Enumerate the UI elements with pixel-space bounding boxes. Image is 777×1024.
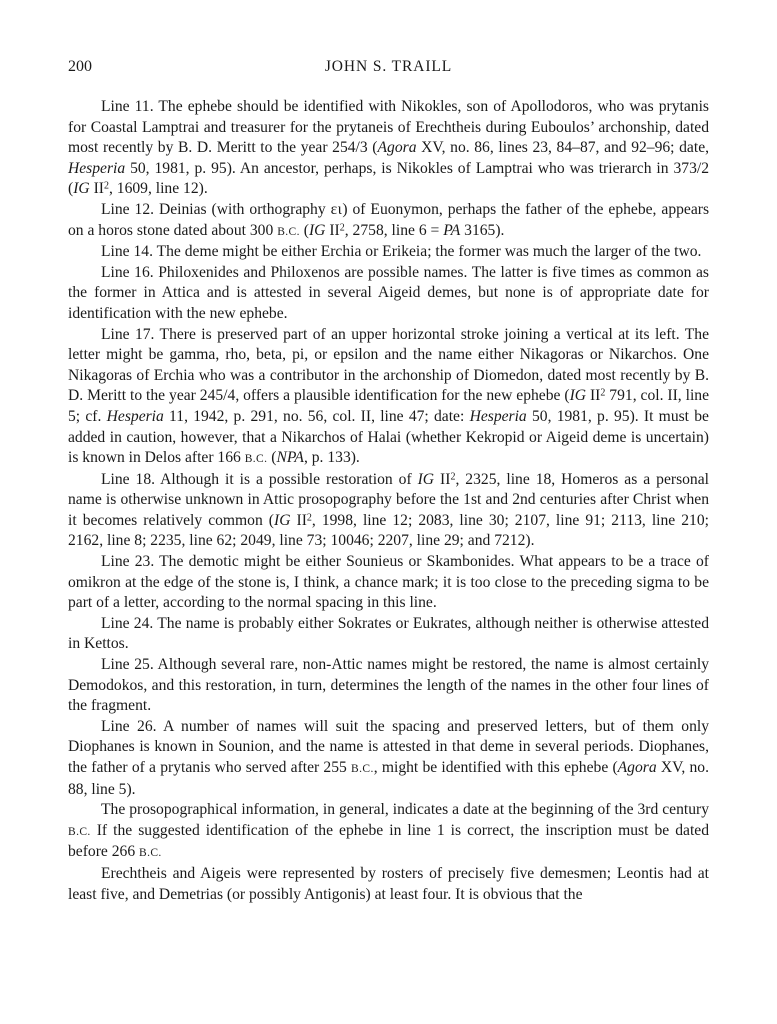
body-text	[68, 97, 709, 905]
text-run: Line 12. Deinias (with orthography	[101, 200, 331, 218]
superscript: 2	[306, 512, 312, 524]
italic-run: IG	[308, 221, 326, 239]
paragraph-line-23	[68, 552, 709, 614]
text-run: II	[586, 387, 601, 405]
paragraph-line-16	[68, 263, 709, 325]
small-caps-run: B.C.	[68, 825, 91, 838]
text-run: Line 24. The name is probably either Sokrates or Eukrates, although neither is otherwise attested in Kettos.	[68, 614, 709, 653]
text-run: (	[299, 221, 309, 239]
text-run: Erechtheis and Aigeis were represented by rosters of precisely five demesmen; Leontis had at least five, and Demetrias (or possibly Antigonis) at least four. It is obvious that the	[68, 864, 709, 903]
italic-run: Hesperia	[68, 159, 126, 177]
text-run: The prosopographical information, in general, indicates a date at the beginning of the 3rd century	[101, 801, 709, 819]
text-run: Line 18. Although it is a possible restoration of	[101, 470, 418, 488]
text-run: Line 16. Philoxenides and Philoxenos are possible names. The latter is five times as common as the former in Attica and is attested in several Aigeid demes, but none is of appropriate date for identification with the new ephebe.	[68, 263, 709, 322]
text-run: If the suggested identification of the ephebe in line 1 is correct, the inscription must be dated before 266	[68, 821, 709, 861]
small-caps-run: B.C.	[351, 763, 374, 775]
text-run: 50, 1981, p. 95). An ancestor, perhaps, is Nikokles of Lamptrai who was trierarch in 373/2 (	[68, 159, 709, 198]
italic-run: Agora	[617, 759, 657, 776]
superscript: 2	[450, 471, 456, 483]
text-run: Line 11. The ephebe should be identified with Nikokles, son of Apollodoros, who was prytanis for Coastal Lamptrai and treasurer for the prytaneis of Erechtheis during Euboulos’ archonship, dated most recently by B. D. Meritt to the year 254/3 (	[68, 98, 709, 157]
italic-run: IG	[417, 470, 435, 488]
paragraph-prosopography	[68, 800, 709, 864]
running-head: JOHN S. TRAILL	[324, 58, 453, 75]
italic-run: PA	[443, 221, 461, 239]
text-run: ) of Euonymon, perhaps the father of the ephebe, appears on a horos stone dated about 300	[68, 200, 710, 239]
italic-run: IG	[569, 387, 587, 405]
superscript: 2	[103, 180, 109, 192]
text-run: 791, col. II, line 5; cf.	[68, 387, 709, 425]
text-run: 3165).	[460, 221, 505, 239]
text-run: II	[434, 470, 451, 488]
text-run: (	[267, 449, 277, 467]
italic-run: Agora	[377, 139, 417, 157]
italic-run: IG	[274, 511, 291, 529]
small-caps-run: B.C.	[139, 847, 162, 860]
page-number: 200	[68, 58, 92, 75]
paragraph-line-17	[68, 325, 709, 470]
text-run: , p. 133).	[303, 449, 360, 467]
paragraph-line-24	[68, 614, 709, 655]
italic-run: NPA	[276, 449, 304, 467]
paragraph-line-11	[68, 97, 709, 200]
text-run: Line 17. There is preserved part of an upper horizontal stroke joining a vertical at its left. The letter might be gamma, rho, beta, pi, or epsilon and the name either Nikagoras or Nikarchos. One Nikagoras of Erchia who was a contributor in the archonship of Diomedon, dated most recently by B. D. Meritt to the year 245/4, offers a plausible identification for the new ephebe (	[68, 325, 709, 405]
text-run: II	[325, 221, 340, 239]
paragraph-rosters	[68, 864, 709, 905]
small-caps-run: B.C.	[244, 453, 268, 466]
paragraph-line-26	[68, 717, 709, 800]
paragraph-line-12	[68, 200, 709, 242]
text-run: , 1609, line 12).	[108, 180, 208, 198]
paragraph-line-14	[68, 242, 709, 263]
text-run: XV, no. 88, line 5).	[68, 759, 709, 798]
text-run: 11, 1942, p. 291, no. 56, col. II, line 47; date:	[163, 407, 470, 425]
italic-run: Hesperia	[469, 407, 527, 425]
text-run: 50, 1981, p. 95). It must be added in caution, however, that a Nikarchos of Halai (whether Kekropid or Aigeid deme is uncertain) is known in Delos after 166	[68, 407, 709, 467]
text-run: Line 14. The deme might be either Erchia or Erikeia; the former was much the larger of the two.	[101, 243, 702, 261]
text-run: , 2758, line 6 =	[344, 221, 444, 239]
small-caps-run: B.C.	[277, 225, 300, 238]
text-run: , might be identified with this ephebe (	[373, 759, 618, 776]
text-run: II	[89, 180, 104, 198]
italic-run: Hesperia	[106, 407, 164, 425]
page-header	[68, 52, 709, 78]
text-run: , 1998, line 12; 2083, line 30; 2107, line 91; 2113, line 210; 2162, line 8; 2235, line 62; 2049, line 73; 10046; 2207, line 29; and 7212).	[68, 511, 709, 550]
greek-run: ει	[330, 200, 343, 218]
text-run: Line 25. Although several rare, non-Attic names might be restored, the name is almost certainly Demodokos, and this restoration, in turn, determines the length of the names in the other four lines of the fragment.	[68, 656, 709, 715]
italic-run: IG	[73, 180, 90, 198]
text-run: II	[290, 511, 307, 529]
text-run: , 2325, line 18, Homeros as a personal name is otherwise unknown in Attic prosopography before the 1st and 2nd centuries after Christ when it becomes relatively common (	[68, 470, 709, 529]
text-run: XV, no. 86, lines 23, 84–87, and 92–96; date,	[416, 139, 710, 157]
superscript: 2	[600, 387, 606, 399]
text-run: Line 26. A number of names will suit the spacing and preserved letters, but of them only Diophanes is known in Sounion, and the name is attested in that deme in several periods. Diophanes, the father of a prytanis who served after 255	[68, 717, 709, 776]
text-run: Line 23. The demotic might be either Sounieus or Skambonides. What appears to be a trace of omikron at the edge of the stone is, I think, a chance mark; it is too close to the preceding sigma to be part of a letter, according to the normal spacing in this line.	[68, 553, 709, 612]
paragraph-line-18	[68, 470, 709, 552]
superscript: 2	[339, 222, 345, 234]
paragraph-line-25	[68, 655, 709, 717]
